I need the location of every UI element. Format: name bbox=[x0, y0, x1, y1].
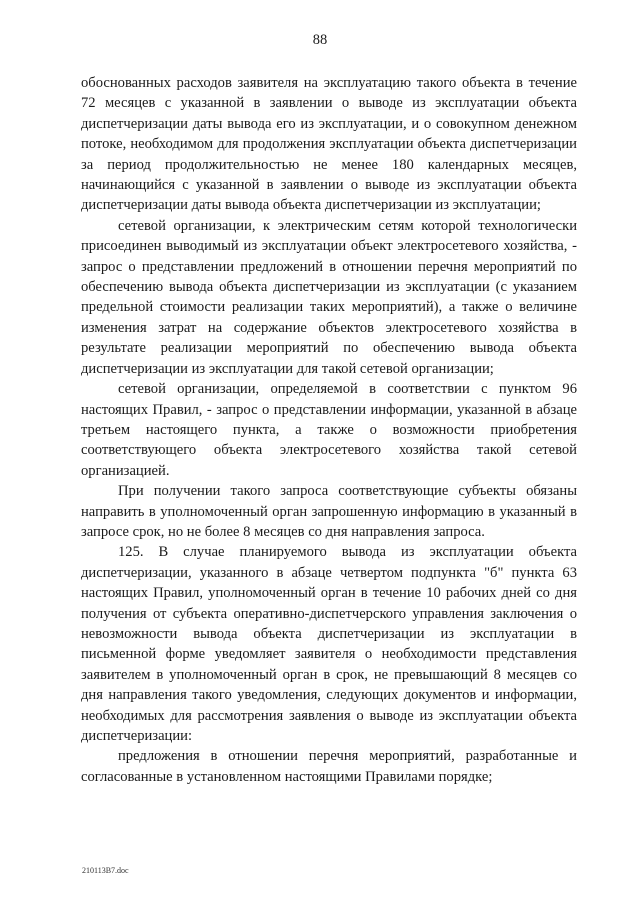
paragraph-grid-organization: сетевой организации, к электрическим сетям которой технологически присоединен выводимый из эксплуатации объект электросетевого хозяйства, - запрос о представлении предложений в отношении перечня мероприятий по обеспечению вывода объекта диспетчеризации из эксплуатации (с указанием предельной стоимости реализации таких мероприятий), а также о величине изменения затрат на содержание объектов электросетевого хозяйства в результате реализации мероприятий по обеспечению вывода объекта диспетчеризации из эксплуатации для такой сетевой организации; bbox=[81, 217, 577, 377]
paragraph-clause-125: 125. В случае планируемого вывода из эксплуатации объекта диспетчеризации, указанного в абзаце четвертом подпункта "б" пункта 63 настоящих Правил, уполномоченный орган в течение 10 рабочих дней со дня получения от субъекта оперативно-диспетчерского управления заключения о невозможности вывода объекта диспетчеризации из эксплуатации в письменной форме уведомляет заявителя о необходимости представления заявителем в уполномоченный орган в срок, не превышающий 8 месяцев со дня направления такого уведомления, следующих документов и информации, необходимых для рассмотрения заявления о выводе из эксплуатации объекта диспетчеризации: bbox=[81, 544, 577, 744]
page-number: 88 bbox=[312, 32, 328, 48]
paragraph-proposals: предложения в отношении перечня мероприятий, разработанные и согласованные в установленном настоящими Правилами порядке; bbox=[81, 748, 577, 785]
paragraph-grid-organization-96: сетевой организации, определяемой в соответствии с пунктом 96 настоящих Правил, - запрос о представлении информации, указанной в абзаце третьем настоящего пункта, а также о возможности приобретения соответствующего объекта электросетевого хозяйства такой сетевой организацией. bbox=[81, 381, 577, 479]
document-body bbox=[81, 73, 577, 787]
file-name-footer: 210113B7.doc bbox=[82, 866, 129, 875]
paragraph-response-obligation: При получении такого запроса соответствующие субъекты обязаны направить в уполномоченный орган запрошенную информацию в указанный в запросе срок, но не более 8 месяцев со дня направления запроса. bbox=[81, 483, 577, 540]
paragraph-continuation: обоснованных расходов заявителя на эксплуатацию такого объекта в течение 72 месяцев с указанной в заявлении о выводе из эксплуатации объекта диспетчеризации даты вывода его из эксплуатации, и о совокупном денежном потоке, необходимом для продолжения эксплуатации объекта диспетчеризации за период продолжительностью не менее 180 календарных месяцев, начинающийся с указанной в заявлении о выводе из эксплуатации объекта диспетчеризации даты вывода объекта диспетчеризации из эксплуатации; bbox=[81, 75, 577, 214]
